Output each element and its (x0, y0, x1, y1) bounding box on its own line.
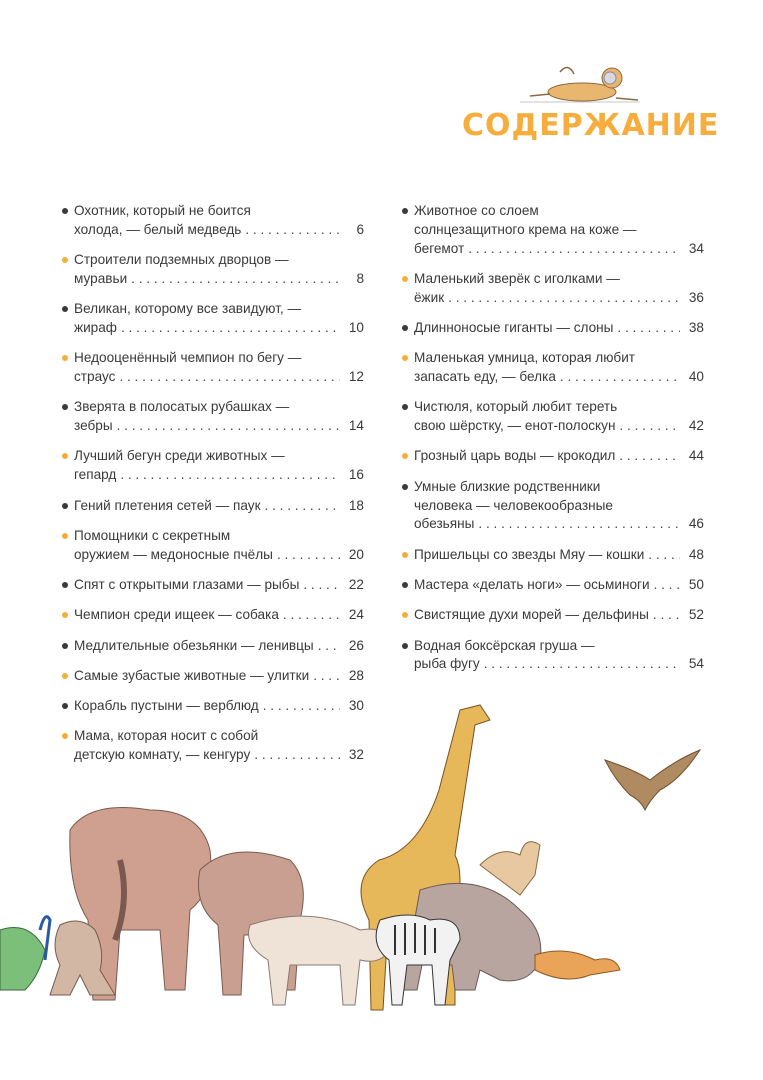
page-number: 28 (348, 667, 364, 683)
toc-entry[interactable] (402, 576, 704, 595)
toc-entry[interactable] (62, 349, 364, 387)
dot-leader (121, 319, 340, 338)
toc-entry[interactable] (402, 319, 704, 338)
bullet-icon (402, 582, 408, 588)
dot-leader (648, 546, 680, 565)
bullet-icon (402, 612, 408, 618)
page-number: 52 (688, 607, 704, 623)
toc-entry-text: Зверята в полосатых рубашках — (74, 399, 290, 415)
bullet-icon (402, 643, 408, 649)
toc-entry-text: Животное со слоем (414, 203, 539, 218)
toc-entry-text: Мастера «делать ноги» — осьминоги (414, 576, 650, 592)
page-number: 12 (348, 369, 364, 385)
page-number: 46 (688, 516, 704, 532)
toc-entry[interactable] (62, 576, 364, 595)
page-number: 34 (688, 240, 704, 256)
toc-entry-text: свою шёрстку, — енот-полоскун (414, 418, 616, 434)
toc-entry-text: зебры (74, 418, 113, 434)
toc-entry[interactable] (402, 637, 704, 675)
toc-entry-text: Медлительные обезьянки — ленивцы (74, 637, 314, 653)
toc-entry-text: муравьи (74, 270, 128, 286)
toc-entry[interactable] (402, 606, 704, 625)
dot-leader (560, 368, 680, 387)
toc-entry-text: жираф (74, 319, 117, 335)
toc-entry[interactable] (62, 637, 364, 656)
page-number: 48 (688, 546, 704, 562)
page-number: 14 (348, 418, 364, 434)
toc-right-column (402, 202, 704, 686)
dot-leader (653, 606, 680, 625)
toc-entry-text: Чистюля, который любит тереть (414, 399, 618, 415)
page-title: СОДЕРЖАНИЕ (462, 108, 720, 143)
toc-entry-text: рыба фугу (414, 656, 480, 672)
toc-entry-text: Лучший бегун среди животных — (74, 448, 285, 464)
page-number: 40 (688, 369, 704, 385)
bullet-icon (62, 673, 68, 679)
dot-leader (654, 576, 680, 595)
page-number: 6 (356, 221, 364, 237)
toc-entry-text: запасать еду, — белка (414, 369, 556, 385)
toc-entry[interactable] (402, 202, 704, 258)
bullet-icon (62, 355, 68, 361)
dot-leader (119, 368, 340, 387)
dog-illustration (520, 62, 650, 106)
peacock-icon (0, 917, 50, 990)
toc-entry-text: человека — человекообразные (414, 497, 613, 513)
dot-leader (313, 667, 340, 686)
toc-entry-text: Мама, которая носит с собой (74, 728, 259, 744)
toc-entry[interactable] (62, 667, 364, 686)
bullet-icon (62, 612, 68, 618)
bullet-icon (402, 552, 408, 558)
toc-entry-text: страус (74, 369, 116, 385)
toc-entry[interactable] (402, 546, 704, 565)
page-number: 42 (688, 418, 704, 434)
dot-leader (120, 466, 340, 485)
bullet-icon (62, 208, 68, 214)
bullet-icon (402, 484, 408, 490)
page-number: 18 (348, 497, 364, 513)
bullet-icon (62, 533, 68, 539)
dot-leader (245, 221, 340, 240)
bullet-icon (62, 643, 68, 649)
page-number: 16 (348, 467, 364, 483)
toc-entry-text: Свистящие духи морей — дельфины (414, 607, 649, 623)
dot-leader (117, 417, 340, 436)
dot-leader (617, 319, 680, 338)
page-number: 22 (348, 576, 364, 592)
toc-entry-text: Маленький зверёк с иголками — (414, 270, 620, 286)
toc-entry-text: Чемпион среди ищеек — собака (74, 607, 279, 623)
toc-entry[interactable] (402, 398, 704, 436)
toc-entry[interactable] (62, 300, 364, 338)
camel-icon (480, 842, 540, 895)
page-number: 54 (688, 656, 704, 672)
toc-entry-text: бегемот (414, 240, 465, 256)
dot-leader (265, 497, 340, 516)
toc-entry-text: Строители подземных дворцов — (74, 252, 289, 268)
goat-icon (248, 916, 390, 1005)
toc-entry[interactable] (402, 349, 704, 387)
dot-leader (283, 606, 340, 625)
toc-entry-text: детскую комнату, — кенгуру (74, 747, 251, 763)
dot-leader (303, 576, 340, 595)
toc-entry-text: Умные близкие родственники (414, 478, 601, 494)
toc-entry[interactable] (62, 447, 364, 485)
bullet-icon (62, 306, 68, 312)
toc-entry[interactable] (402, 478, 704, 534)
toc-entry-text: оружием — медоносные пчёлы (74, 546, 273, 562)
page-number: 10 (348, 319, 364, 335)
bullet-icon (402, 404, 408, 410)
page-number: 30 (348, 698, 364, 714)
dot-leader (478, 515, 680, 534)
toc-entry[interactable] (62, 527, 364, 565)
toc-entry[interactable] (62, 497, 364, 516)
page-number: 36 (688, 289, 704, 305)
toc-entry-text: холода, — белый медведь (74, 221, 242, 237)
dot-leader (277, 546, 340, 565)
page-number: 26 (348, 637, 364, 653)
toc-entry[interactable] (62, 251, 364, 289)
bullet-icon (62, 404, 68, 410)
toc-entry-text: Длинноносые гиганты — слоны (414, 319, 614, 335)
cheetah-icon (535, 951, 620, 979)
bullet-icon (62, 503, 68, 509)
toc-entry-text: Охотник, который не боится (74, 203, 251, 218)
toc-entry-text: Самые зубастые животные — улитки (74, 667, 310, 683)
toc-entry-text: гепард (74, 467, 117, 483)
toc-entry-text: Маленькая умница, которая любит (414, 350, 636, 366)
toc-entry-text: Водная боксёрская груша — (414, 637, 595, 653)
toc-entry-text: Корабль пустыни — верблюд (74, 698, 259, 714)
dot-leader (619, 417, 680, 436)
bullet-icon (402, 453, 408, 459)
toc-entry-text: Помощники с секретным (74, 527, 231, 543)
bullet-icon (62, 582, 68, 588)
toc-entry-text: солнцезащитного крема на коже — (414, 221, 637, 237)
toc-entry[interactable] (62, 202, 364, 240)
toc-entry[interactable] (62, 606, 364, 625)
page-number: 50 (688, 576, 704, 592)
bullet-icon (402, 355, 408, 361)
toc-entry-text: Грозный царь воды — крокодил (414, 448, 616, 464)
dot-leader (468, 240, 680, 259)
page-number: 8 (356, 270, 364, 286)
dot-leader (619, 447, 680, 466)
bullet-icon (62, 257, 68, 263)
toc-entry[interactable] (402, 270, 704, 308)
dot-leader (131, 270, 340, 289)
dot-leader (318, 637, 340, 656)
toc-entry-text: ёжик (414, 289, 445, 305)
bullet-icon (62, 453, 68, 459)
page-number: 32 (348, 747, 364, 763)
bullet-icon (402, 276, 408, 282)
dot-leader (448, 289, 680, 308)
toc-entry[interactable] (402, 447, 704, 466)
toc-entry-text: Гений плетения сетей — паук (74, 497, 261, 513)
page-number: 24 (348, 607, 364, 623)
bullet-icon (402, 208, 408, 214)
page-number: 20 (348, 546, 364, 562)
toc-entry[interactable] (62, 398, 364, 436)
page-number: 44 (688, 448, 704, 464)
page-number: 38 (688, 319, 704, 335)
toc-entry-text: обезьяны (414, 516, 475, 532)
toc-entry-text: Недооценённый чемпион по бегу — (74, 350, 302, 366)
dot-leader (484, 655, 680, 674)
toc-entry-text: Спят с открытыми глазами — рыбы (74, 576, 300, 592)
toc-entry-text: Великан, которому все завидуют, — (74, 301, 302, 317)
animals-illustration (0, 690, 763, 1020)
toc-entry-text: Пришельцы со звезды Мяу — кошки (414, 546, 645, 562)
owl-icon (605, 750, 700, 810)
bullet-icon (402, 325, 408, 331)
